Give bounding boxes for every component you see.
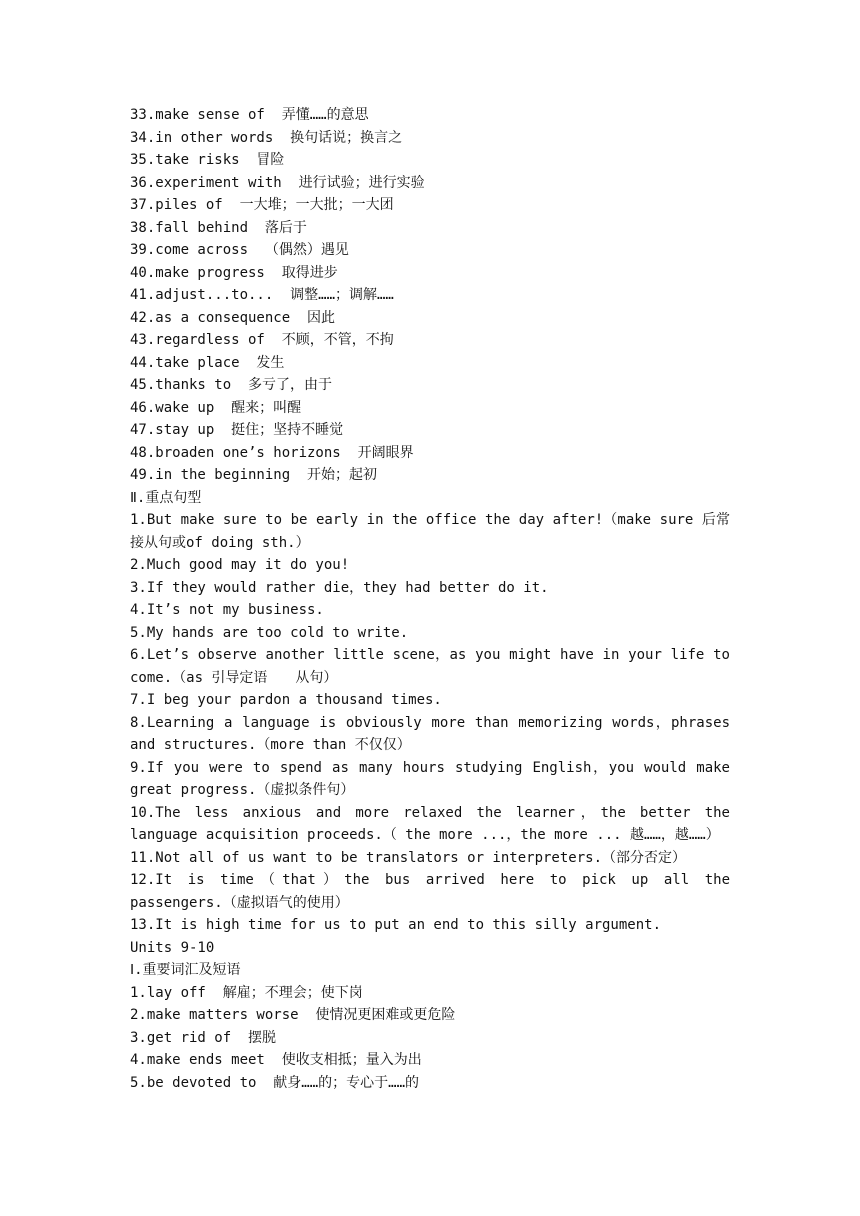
sentence-item: 2.Much good may it do you! xyxy=(130,557,350,573)
sentence-item: 12.It is time（that）the bus arrived here to pick up all the passengers.（虚拟语气的使用） xyxy=(130,872,730,911)
phrase-item: 37.piles of 一大堆；一大批；一大团 xyxy=(130,197,394,213)
sentence-item: 4.It’s not my business. xyxy=(130,602,324,618)
phrase-item: 2.make matters worse 使情况更困难或更危险 xyxy=(130,1007,456,1023)
sentence-list xyxy=(130,509,730,937)
section-heading-vocabulary: Ⅰ.重要词汇及短语 xyxy=(130,962,241,978)
phrase-item: 43.regardless of 不顾，不管，不拘 xyxy=(130,332,394,348)
sentence-item: 7.I beg your pardon a thousand times. xyxy=(130,692,442,708)
phrase-item: 5.be devoted to 献身……的；专心于……的 xyxy=(130,1074,420,1091)
sentence-item: 1.But make sure to be early in the office the day after!（make sure 后常接从句或of doing sth.） xyxy=(130,512,730,551)
phrase-item: 36.experiment with 进行试验；进行实验 xyxy=(130,174,425,191)
sentence-item: 13.It is high time for us to put an end to this silly argument. xyxy=(130,917,662,933)
phrase-item: 39.come across （偶然）遇见 xyxy=(130,242,349,258)
phrase-item: 3.get rid of 摆脱 xyxy=(130,1029,277,1046)
phrase-item: 49.in the beginning 开始；起初 xyxy=(130,467,378,483)
sentence-item: 11.Not all of us want to be translators or interpreters.（部分否定） xyxy=(130,849,687,866)
phrase-item: 48.broaden one’s horizons 开阔眼界 xyxy=(130,444,414,461)
phrase-item: 38.fall behind 落后于 xyxy=(130,219,307,236)
phrase-item: 33.make sense of 弄懂……的意思 xyxy=(130,107,369,123)
phrase-list-part2 xyxy=(130,982,730,1095)
phrase-item: 1.lay off 解雇；不理会；使下岗 xyxy=(130,984,363,1001)
phrase-item: 45.thanks to 多亏了，由于 xyxy=(130,377,333,393)
phrase-item: 47.stay up 挺住；坚持不睡觉 xyxy=(130,422,344,438)
units-heading: Units 9-10 xyxy=(130,939,215,956)
phrase-item: 46.wake up 醒来；叫醒 xyxy=(130,399,302,416)
phrase-item: 40.make progress 取得进步 xyxy=(130,264,338,281)
sentence-item: 9.If you were to spend as many hours studying English，you would make great progress.（虚拟条件句） xyxy=(130,759,730,798)
phrase-item: 4.make ends meet 使收支相抵；量入为出 xyxy=(130,1052,422,1068)
phrase-list-part1 xyxy=(130,104,730,487)
section-heading-key-sentences: Ⅱ.重点句型 xyxy=(130,489,202,506)
phrase-item: 42.as a consequence 因此 xyxy=(130,309,336,326)
phrase-item: 34.in other words 换句话说；换言之 xyxy=(130,129,403,146)
phrase-item: 44.take place 发生 xyxy=(130,354,285,371)
phrase-item: 41.adjust...to... 调整……；调解…… xyxy=(130,287,394,303)
sentence-item: 8.Learning a language is obviously more than memorizing words，phrases and structures.（more than 不仅仅） xyxy=(130,714,730,753)
document-page xyxy=(130,104,730,1094)
sentence-item: 5.My hands are too cold to write. xyxy=(130,624,409,641)
phrase-item: 35.take risks 冒险 xyxy=(130,152,285,168)
sentence-item: 10.The less anxious and more relaxed the learner，the better the language acquisition proceeds.（ the more ...，the more ... 越……，越……） xyxy=(130,804,730,843)
sentence-item: 3.If they would rather die，they had better do it. xyxy=(130,579,549,596)
sentence-item: 6.Let’s observe another little scene，as you might have in your life to come.（as 引导定语 从句） xyxy=(130,647,730,686)
